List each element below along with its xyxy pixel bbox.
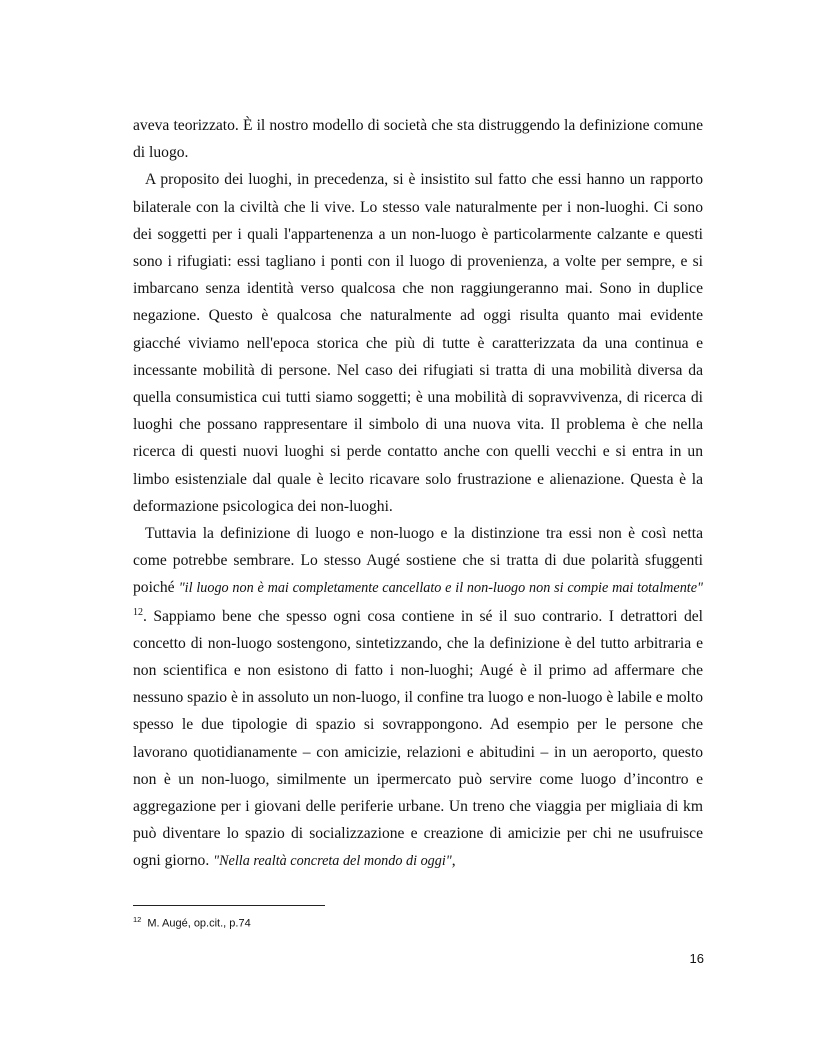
auge-quote: "il luogo non è mai completamente cancellato e il non-luogo non si compie mai totalmente" xyxy=(178,580,703,597)
page-number: 16 xyxy=(689,951,704,966)
footnote-separator xyxy=(133,905,325,906)
body-text xyxy=(133,112,703,876)
paragraph-3 xyxy=(133,520,703,876)
paragraph-1: aveva teorizzato. È il nostro modello di società che sta distruggendo la definizione comune di luogo. xyxy=(133,117,703,162)
footnote-number: 12 xyxy=(133,915,142,924)
footnote-text: M. Augé, op.cit., p.74 xyxy=(147,917,251,930)
paragraph-3-end: , xyxy=(451,852,456,870)
paragraph-3-middle: . Sappiamo bene che spesso ogni cosa contiene in sé il suo contrario. I detrattori del concetto di non-luogo sostengono, sintetizzando, che la definizione è del tutto arbitraria e non scientifica e non esistono di fatto i non-luoghi; Augé è il primo ad affermare che nessuno spazio è in assoluto un non-luogo, il confine tra luogo e non-luogo è labile e molto spesso le due tipologie di spazio si sovrappongono. Ad esempio per le persone che lavorano quotidianamente – con amicizie, relazioni e abitudini – in un aeroporto, questo non è un non-luogo, similmente un ipermercato può servire come luogo d’incontro e aggregazione per i giovani delle periferie urbane. Un treno che viaggia per migliaia di km può diventare lo spazio di socializzazione e creazione di amicizie per chi ne usufruisce ogni giorno. xyxy=(133,607,703,870)
paragraph-3-start: Tuttavia la definizione di luogo e non-luogo e la distinzione tra essi non è così netta come potrebbe sembrare. Lo stesso Augé sostiene che si tratta di due polarità sfuggenti poiché xyxy=(133,525,703,597)
footnote xyxy=(133,915,251,930)
closing-quote: "Nella realtà concreta del mondo di oggi" xyxy=(213,853,452,870)
paragraph-2: A proposito dei luoghi, in precedenza, si è insistito sul fatto che essi hanno un rapporto bilaterale con la civiltà che li vive. Lo stesso vale naturalmente per i non-luoghi. Ci sono dei soggetti per i quali l'appartenenza a un non-luogo è particolarmente calzante e questi sono i rifugiati: essi tagliano i ponti con il luogo di provenienza, a volte per sempre, e si imbarcano senza identità verso qualcosa che non raggiungeranno mai. Sono in duplice negazione. Questo è qualcosa che naturalmente ad oggi risulta quanto mai evidente giacché viviamo nell'epoca storica che più di tutte è caratterizzata da una continua e incessante mobilità di persone. Nel caso dei rifugiati si tratta di una mobilità diversa da quella consumistica cui tutti siamo soggetti; è una mobilità di sopravvivenza, di ricerca di luoghi che possano rappresentare il simbolo di una nuova vita. Il problema è che nella ricerca di questi nuovi luoghi si perde contatto anche con quelli vecchi e si entra in un limbo esistenziale dal quale è lecito ricavare solo frustrazione e alienazione. Questa è la deformazione psicologica dei non-luoghi. xyxy=(133,171,703,515)
footnote-reference[interactable]: 12 xyxy=(133,606,143,618)
